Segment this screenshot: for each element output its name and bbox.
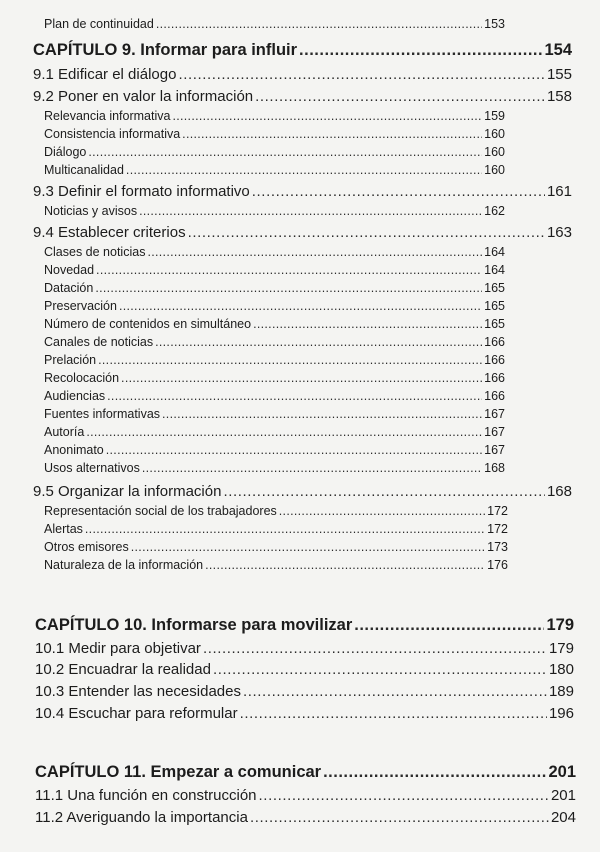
dot-leader [243,684,547,699]
toc-entry-label: Consistencia informativa [44,127,181,141]
dot-leader [88,146,482,159]
chapter-title: CAPÍTULO 11. Empezar a comunicar [35,763,322,781]
dot-leader [121,372,482,385]
dot-leader [106,444,482,457]
toc-entry [44,505,508,518]
toc-entry-page: 160 [484,145,505,159]
toc-entry [44,541,508,554]
toc-section [33,67,572,82]
dot-leader [299,42,542,59]
section-label: 10.4 Escuchar para reformular [35,705,238,722]
toc-entry-page: 153 [484,17,505,31]
dot-leader [354,617,544,634]
section-label: 10.3 Entender las necesidades [35,683,241,700]
toc-entry [44,300,505,313]
toc-entry-label: Recolocación [44,371,120,385]
dot-leader [96,264,482,277]
chapter-page: 179 [546,616,574,634]
toc-entry-page: 167 [484,425,505,439]
dot-leader [205,559,485,572]
toc-section [33,89,572,104]
toc-entry-label: Anonimato [44,443,104,457]
toc-entry-page: 164 [484,263,505,277]
chapter-title: CAPÍTULO 10. Informarse para movilizar [35,616,353,634]
toc-entry [44,246,505,259]
dot-leader [259,788,549,803]
toc-entry-label: Datación [44,281,94,295]
toc-entry-label: Representación social de los trabajadores [44,504,277,518]
toc-entry-page: 166 [484,335,505,349]
dot-leader [252,184,545,199]
toc-entry [44,146,505,159]
dot-leader [85,523,485,536]
toc-entry-page: 172 [487,522,508,536]
chapter-page: 201 [548,763,576,781]
section-label: 11.1 Una función en construcción [35,787,257,804]
section-page: 163 [546,224,572,241]
dot-leader [156,18,482,31]
toc-entry [44,282,505,295]
section-page: 161 [546,183,572,200]
toc-entry-page: 176 [487,558,508,572]
dot-leader [203,641,547,656]
toc-entry-label: Número de contenidos en simultáneo [44,317,252,331]
toc-entry-page: 159 [484,109,505,123]
toc-entry-label: Diálogo [44,145,87,159]
toc-entry-page: 164 [484,245,505,259]
toc-entry-page: 160 [484,127,505,141]
toc-entry [44,164,505,177]
toc-entry-page: 166 [484,353,505,367]
toc-entry-page: 168 [484,461,505,475]
toc-entry-label: Otros emisores [44,540,129,554]
dot-leader [126,164,482,177]
toc-entry-label: Prelación [44,353,97,367]
toc-entry [44,372,505,385]
dot-leader [95,282,482,295]
dot-leader [223,484,545,499]
dot-leader [240,706,547,721]
section-label: 10.2 Encuadrar la realidad [35,661,211,678]
dot-leader [250,810,549,825]
dot-leader [119,300,482,313]
toc-entry-label: Audiencias [44,389,106,403]
section-label: 9.5 Organizar la información [33,483,222,500]
dot-leader [162,408,482,421]
toc-entry-label: Plan de continuidad [44,17,154,31]
toc-entry-label: Clases de noticias [44,245,146,259]
toc-section [33,225,572,240]
section-page: 180 [548,661,574,678]
dot-leader [188,225,545,240]
section-page: 155 [546,66,572,83]
toc-entry [44,426,505,439]
toc-entry [44,336,505,349]
toc-entry-page: 165 [484,299,505,313]
toc-entry-page: 166 [484,371,505,385]
toc-section [35,662,574,677]
toc-entry-label: Novedad [44,263,95,277]
toc-entry-page: 162 [484,204,505,218]
toc-section [35,706,574,721]
toc-entry-label: Multicanalidad [44,163,124,177]
toc-entry-label: Autoría [44,425,85,439]
toc-entry-page: 160 [484,163,505,177]
toc-entry-page: 167 [484,407,505,421]
toc-section [35,810,576,825]
dot-leader [107,390,482,403]
section-label: 9.3 Definir el formato informativo [33,183,250,200]
toc-entry [44,559,508,572]
dot-leader [98,354,482,367]
toc-entry [44,354,505,367]
section-page: 179 [548,640,574,657]
toc-section [35,684,574,699]
dot-leader [142,462,482,475]
toc-entry [44,390,505,403]
toc-entry-page: 165 [484,317,505,331]
chapter-title: CAPÍTULO 9. Informar para influir [33,41,298,59]
section-label: 9.1 Edificar el diálogo [33,66,177,83]
toc-entry-page: 166 [484,389,505,403]
toc-entry [44,444,505,457]
section-page: 196 [548,705,574,722]
section-label: 10.1 Medir para objetivar [35,640,201,657]
dot-leader [279,505,485,518]
chapter-9-heading [33,42,572,59]
toc-entry [44,318,505,331]
dot-leader [155,336,482,349]
toc-entry-label: Naturaleza de la información [44,558,204,572]
toc-entry-label: Canales de noticias [44,335,154,349]
toc-entry [44,462,505,475]
dot-leader [131,541,485,554]
toc-entry-label: Relevancia informativa [44,109,171,123]
toc-entry [44,110,505,123]
toc-entry-label: Noticias y avisos [44,204,138,218]
toc-entry [44,408,505,421]
section-label: 9.2 Poner en valor la información [33,88,254,105]
toc-entry-label: Preservación [44,299,117,313]
dot-leader [255,89,545,104]
dot-leader [323,764,546,781]
chapter-page: 154 [544,41,572,59]
toc-entry-page: 173 [487,540,508,554]
section-label: 9.4 Establecer criterios [33,224,186,241]
dot-leader [253,318,482,331]
toc-entry [44,523,508,536]
toc-entry-page: 167 [484,443,505,457]
section-label: 11.2 Averiguando la importancia [35,809,248,826]
toc-entry [44,205,505,218]
dot-leader [213,662,547,677]
toc-section [33,484,572,499]
toc-section [35,641,574,656]
chapter-11-heading [35,764,576,781]
section-page: 201 [550,787,576,804]
toc-section [33,184,572,199]
toc-section [35,788,576,803]
section-page: 189 [548,683,574,700]
toc-entry-page: 165 [484,281,505,295]
dot-leader [86,426,482,439]
toc-entry-label: Alertas [44,522,83,536]
toc-entry-label: Usos alternativos [44,461,140,475]
toc-entry-page: 172 [487,504,508,518]
dot-leader [139,205,482,218]
section-page: 168 [546,483,572,500]
dot-leader [147,246,482,259]
section-page: 158 [546,88,572,105]
toc-entry [44,264,505,277]
toc-entry [44,128,505,141]
toc-entry [44,18,505,31]
dot-leader [182,128,482,141]
chapter-10-heading [35,617,574,634]
section-page: 204 [550,809,576,826]
toc-entry-label: Fuentes informativas [44,407,161,421]
dot-leader [178,67,545,82]
dot-leader [172,110,482,123]
